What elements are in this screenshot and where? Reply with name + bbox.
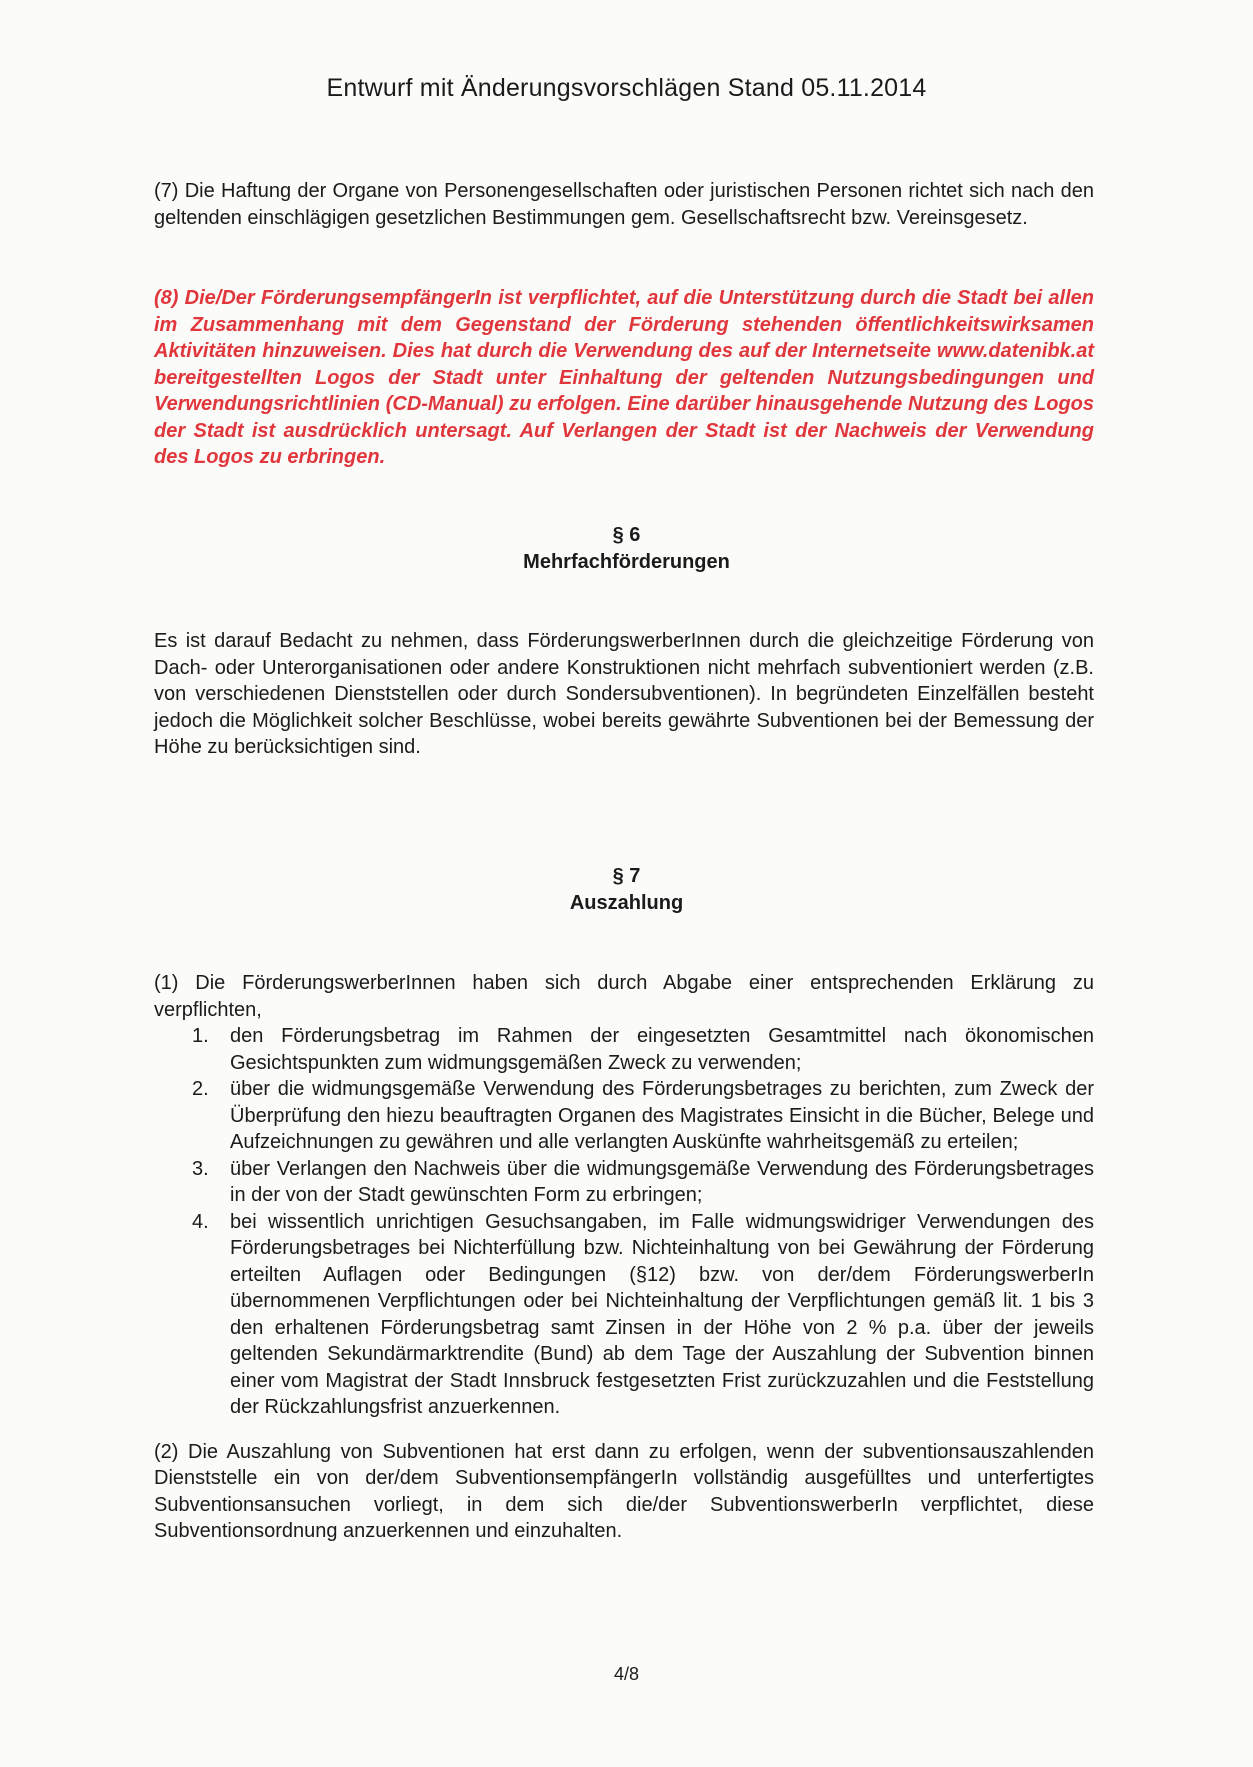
page-number: 4/8 xyxy=(613,1664,640,1684)
section-7-title: Auszahlung xyxy=(569,892,684,914)
list-item xyxy=(154,1209,1094,1421)
section-7-content xyxy=(154,970,1094,1545)
list-item-text: bei wissentlich unrichtigen Gesuchsangaben, im Falle widmungswidriger Verwendungen des Förderungsbetrages bei Nichterfüllung bzw. Nichteinhaltung von bei Gewährung der Förderung erteilten Auflagen oder Bedingungen (§12) bzw. von der/dem FörderungswerberIn übernommenen Verpflichtungen oder bei Nichteinhaltung der Verpflichtungen gemäß lit. 1 bis 3 den erhaltenen Förderungsbetrag samt Zinsen in der Höhe von 2 % p.a. über der jeweils geltenden Sekundärmarktrendite (Bund) ab dem Tage der Auszahlung der Subvention binnen einer vom Magistrat der Stadt Innsbruck festgesetzten Frist zurückzuzahlen und die Feststellung der Rückzahlungsfrist anzuerkennen. xyxy=(230,1210,1094,1418)
list-item-number: 2. xyxy=(192,1078,209,1100)
section-7-intro: (1) Die FörderungswerberInnen haben sich durch Abgabe einer entsprechenden Erklärung zu verpflichten, xyxy=(154,972,1094,1021)
section-6-heading xyxy=(0,522,1253,576)
list-item xyxy=(154,1156,1094,1209)
list-item-text: den Förderungsbetrag im Rahmen der eingesetzten Gesamtmittel nach ökonomischen Gesichtspunkten zum widmungsgemäßen Zweck zu verwenden; xyxy=(230,1025,1094,1074)
section-6-number: § 6 xyxy=(612,524,641,546)
section-7-paragraph-2: (2) Die Auszahlung von Subventionen hat erst dann zu erfolgen, wenn der subventionsauszahlenden Dienststelle ein von der/dem SubventionsempfängerIn vollständig ausgefülltes und unterfertigtes Subventionsansuchen vorliegt, in dem sich die/der SubventionswerberIn verpflichtet, diese Subventionsordnung anzuerkennen und einzuhalten. xyxy=(154,1440,1094,1542)
list-item-number: 3. xyxy=(192,1157,209,1180)
obligations-list xyxy=(154,1023,1094,1421)
page-header: Entwurf mit Änderungsvorschlägen Stand 05.11.2014 xyxy=(326,74,927,102)
section-7-number: § 7 xyxy=(612,865,641,887)
paragraph-8-highlighted: (8) Die/Der FörderungsempfängerIn ist verpflichtet, auf die Unterstützung durch die Stadt bei allen im Zusammenhang mit dem Gegenstand der Förderung stehenden öffentlichkeitswirksamen Aktivitäten hinzuweisen. Dies hat durch die Verwendung des auf der Internetseite www.datenibk.at bereitgestellten Logos der Stadt unter Einhaltung der geltenden Nutzungsbedingungen und Verwendungsrichtlinien (CD-Manual) zu erfolgen. Eine darüber hinausgehende Nutzung des Logos der Stadt ist ausdrücklich untersagt. Auf Verlangen der Stadt ist der Nachweis der Verwendung des Logos zu erbringen. xyxy=(154,287,1094,468)
list-item-text: über die widmungsgemäße Verwendung des Förderungsbetrages zu berichten, zum Zweck der Überprüfung den hiezu beauftragten Organen des Magistrates Einsicht in die Bücher, Belege und Aufzeichnungen zu gewähren und alle verlangten Auskünfte wahrheitsgemäß zu erteilen; xyxy=(230,1078,1094,1153)
list-item xyxy=(154,1076,1094,1156)
list-item xyxy=(154,1023,1094,1076)
paragraph-7: (7) Die Haftung der Organe von Personengesellschaften oder juristischen Personen richtet sich nach den geltenden einschlägigen gesetzlichen Bestimmungen gem. Gesellschaftsrecht bzw. Vereinsgesetz. xyxy=(154,180,1094,229)
list-item-text: über Verlangen den Nachweis über die widmungsgemäße Verwendung des Förderungsbetrages in der von der Stadt gewünschten Form zu erbringen; xyxy=(230,1157,1094,1206)
list-item-number: 4. xyxy=(192,1210,209,1233)
section-6-title: Mehrfachförderungen xyxy=(523,551,730,573)
section-6-body: Es ist darauf Bedacht zu nehmen, dass FörderungswerberInnen durch die gleichzeitige Förderung von Dach- oder Unterorganisationen oder andere Konstruktionen nicht mehrfach subventioniert werden (z.B. von verschiedenen Dienststellen oder durch Sondersubventionen). In begründeten Einzelfällen besteht jedoch die Möglichkeit solcher Beschlüsse, wobei bereits gewährte Subventionen bei der Bemessung der Höhe zu berücksichtigen sind. xyxy=(154,630,1094,758)
list-item-number: 1. xyxy=(192,1025,209,1047)
section-7-heading xyxy=(0,863,1253,917)
